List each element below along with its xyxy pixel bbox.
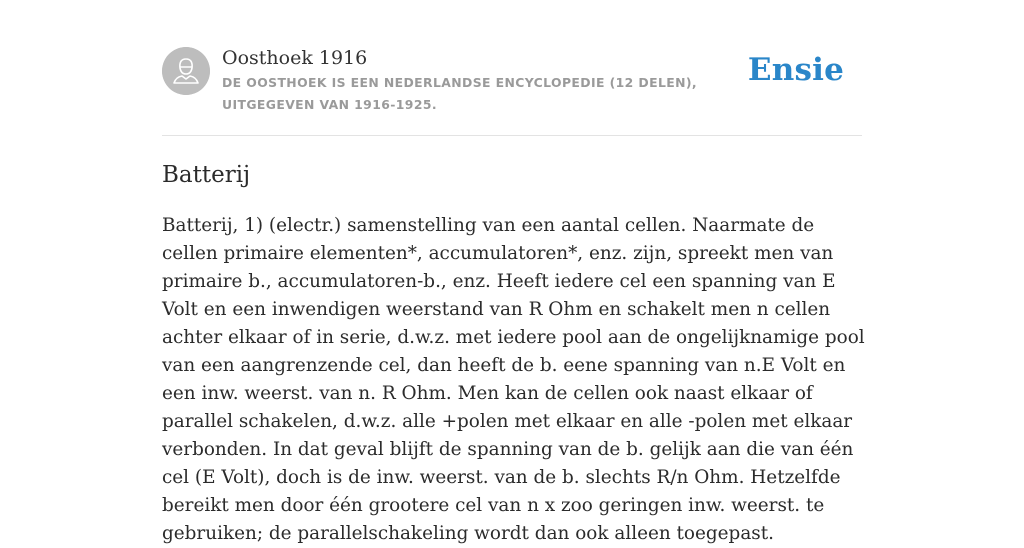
avatar[interactable] [162, 47, 210, 95]
user-icon [162, 47, 210, 95]
entry-title: Batterij [162, 162, 251, 188]
header-divider [162, 135, 862, 136]
source-description: DE OOSTHOEK IS EEN NEDERLANDSE ENCYCLOPEDIE (12 DELEN), UITGEGEVEN VAN 1916-1925. [222, 75, 698, 112]
brand-logo[interactable]: Ensie [747, 52, 844, 88]
entry-body: Batterij, 1) (electr.) samenstelling van een aantal cellen. Naarmate de cellen primaire elementen*, accumulatoren*, enz. zijn, spreekt men van primaire b., accumulatoren-b., enz. Heeft iedere cel een spanning van E Volt en een inwendigen weerstand van R Ohm en schakelt men n cellen achter elkaar of in serie, d.w.z. met iedere pool aan de ongelijknamige pool van een aangrenzende cel, dan heeft de b. eene spanning van n.E Volt en een inw. weerst. van n. R Ohm. Men kan de cellen ook naast elkaar of parallel schakelen, d.w.z. alle +polen met elkaar en alle -polen met elkaar verbonden. In dat geval blijft de spanning van de b. gelijk aan die van één cel (E Volt), doch is de inw. weerst. van de b. slechts R/n Ohm. Hetzelfde bereikt men door één grootere cel van n x zoo geringen inw. weerst. te gebruiken; de parallelschakeling wordt dan ook alleen toegepast. [162, 215, 865, 544]
source-header [162, 44, 862, 120]
source-title[interactable]: Oosthoek 1916 [222, 47, 368, 69]
